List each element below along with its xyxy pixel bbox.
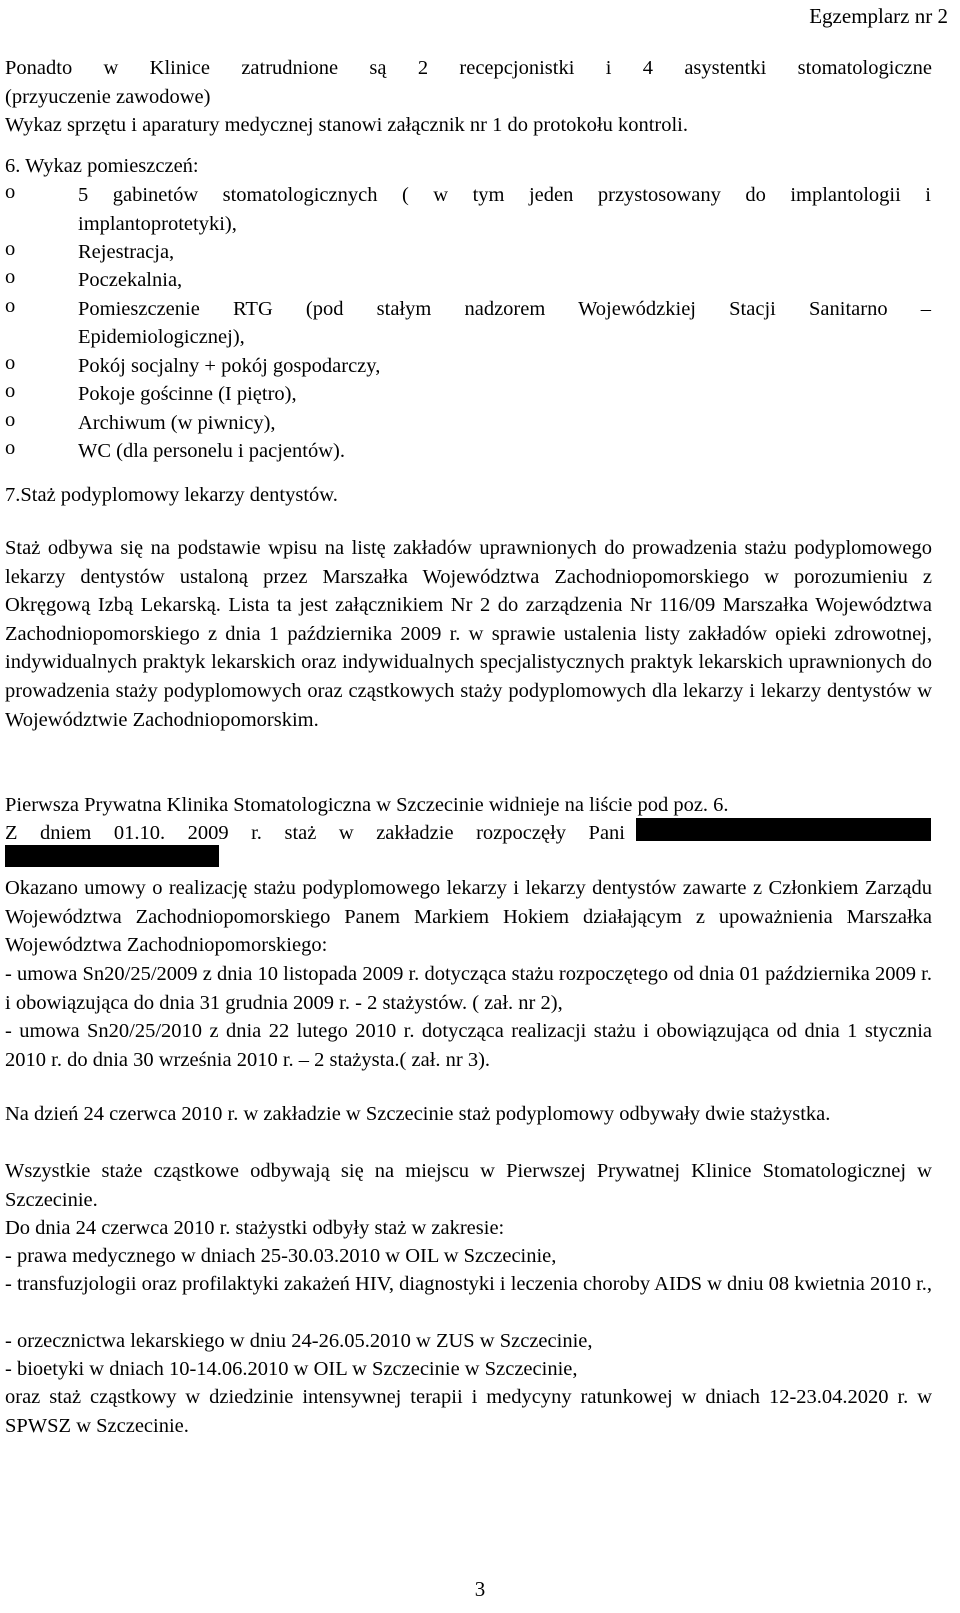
room-item-offices: 5 gabinetów stomatologicznych ( w tym jeden przystosowany do implantologii i xyxy=(78,184,931,206)
bullet-marker: o xyxy=(5,266,16,288)
page-number: 3 xyxy=(474,1577,486,1601)
internship-paragraph-basis: Staż odbywa się na podstawie wpisu na listę zakładów uprawnionych do prowadzenia stażu podyplomowego lekarzy dentystów ustaloną przez Marszałka Województwa Zachodniopomorskiego w porozumieniu z Okręgową Izbą Lekarską. Lista ta jest załącznikiem Nr 2 do zarządzenia Nr 116/09 Marszałka Województwa Zachodniopomorskiego z dnia 1 października 2009 r. w sprawie ustalenia listy zakładów opieki zdrowotnej, indywidualnych praktyk lekarskich oraz indywidualnych specjalistycznych praktyk lekarskich uprawnionych do prowadzenia staży podyplomowych oraz cząstkowych staży podyplomowych dla lekarzy i lekarzy dentystów w Województwie Zachodniopomorskim. xyxy=(5,537,932,731)
room-item-archive: Archiwum (w piwnicy), xyxy=(78,412,276,434)
staff-paragraph-line1: Ponadto w Klinice zatrudnione są 2 recepcjonistki i 4 asystentki stomatologiczne xyxy=(5,57,932,79)
redacted-name-block xyxy=(5,845,219,867)
room-item-registration: Rejestracja, xyxy=(78,241,175,263)
internship-law-item: - prawa medycznego w dniach 25-30.03.2010 w OIL w Szczecinie, xyxy=(5,1245,557,1267)
internship-certification-item: - orzecznictwa lekarskiego w dniu 24-26.05.2010 w ZUS w Szczecinie, xyxy=(5,1330,593,1352)
internship-intensive-care-item: oraz staż cząstkowy w dziedzinie intensywnej terapii i medycyny ratunkowej w dniach 12-23.04.2020 r. w SPWSZ w Szczecinie. xyxy=(5,1386,932,1437)
current-interns-paragraph: Na dzień 24 czerwca 2010 r. w zakładzie w Szczecinie staż podyplomowy odbywały dwie stażystka. xyxy=(5,1103,831,1125)
bullet-marker: o xyxy=(5,181,16,203)
room-item-social: Pokój socjalny + pokój gospodarczy, xyxy=(78,355,381,377)
room-item-rtg: Pomieszczenie RTG (pod stałym nadzorem Wojewódzkiej Stacji Sanitarno – xyxy=(78,298,931,320)
bullet-marker: o xyxy=(5,295,16,317)
internship-heading: 7.Staż podyplomowy lekarzy dentystów. xyxy=(5,484,338,506)
room-item-wc: WC (dla personelu i pacjentów). xyxy=(78,440,345,462)
bullet-marker: o xyxy=(5,437,16,459)
bullet-marker: o xyxy=(5,238,16,260)
completed-internships-intro: Do dnia 24 czerwca 2010 r. stażystki odbyły staż w zakresie: xyxy=(5,1217,505,1239)
internship-bioethics-item: - bioetyki w dniach 10-14.06.2010 w OIL w Szczecinie w Szczecinie, xyxy=(5,1358,578,1380)
room-item-offices-cont: implantoprotetyki), xyxy=(78,213,237,235)
contract-2009-item: - umowa Sn20/25/2009 z dnia 10 listopada 2009 r. dotycząca stażu rozpoczętego od dnia 01 października 2009 r. i obowiązująca do dnia 31 grudnia 2009 r. - 2 stażystów. ( zał. nr 2), xyxy=(5,963,932,1014)
partial-internships-paragraph: Wszystkie staże cząstkowe odbywają się na miejscu w Pierwszej Prywatnej Klinice Stomatologicznej w Szczecinie. xyxy=(5,1160,932,1211)
room-item-rtg-cont: Epidemiologicznej), xyxy=(78,326,245,348)
equipment-paragraph: Wykaz sprzętu i aparatury medycznej stanowi załącznik nr 1 do protokołu kontroli. xyxy=(5,114,689,136)
internship-start-paragraph: Z dniem 01.10. 2009 r. staż w zakładzie rozpoczęły Pani xyxy=(5,822,625,844)
internship-transfusiology-item: - transfuzjologii oraz profilaktyki zakażeń HIV, diagnostyki i leczenia choroby AIDS w dniu 08 kwietnia 2010 r., xyxy=(5,1273,933,1295)
staff-paragraph-line2: (przyuczenie zawodowe) xyxy=(5,86,211,108)
redacted-name-block xyxy=(636,818,931,841)
contract-2010-item: - umowa Sn20/25/2010 z dnia 22 lutego 2010 r. dotycząca realizacji stażu i obowiązująca od dnia 1 stycznia 2010 r. do dnia 30 września 2010 r. – 2 stażysta.( zał. nr 3). xyxy=(5,1020,932,1071)
bullet-marker: o xyxy=(5,352,16,374)
room-item-guest-rooms: Pokoje gościnne (I piętro), xyxy=(78,383,297,405)
bullet-marker: o xyxy=(5,380,16,402)
room-item-waiting-room: Poczekalnia, xyxy=(78,269,183,291)
copy-number-label: Egzemplarz nr 2 xyxy=(809,4,948,28)
rooms-heading: 6. Wykaz pomieszczeń: xyxy=(5,155,199,177)
contracts-paragraph: Okazano umowy o realizację stażu podyplomowego lekarzy i lekarzy dentystów zawarte z Członkiem Zarządu Województwa Zachodniopomorskiego Panem Markiem Hokiem działającym z upoważnienia Marszałka Województwa Zachodniopomorskiego: xyxy=(5,877,932,957)
clinic-list-paragraph: Pierwsza Prywatna Klinika Stomatologiczna w Szczecinie widnieje na liście pod poz. 6. xyxy=(5,794,729,816)
bullet-marker: o xyxy=(5,409,16,431)
